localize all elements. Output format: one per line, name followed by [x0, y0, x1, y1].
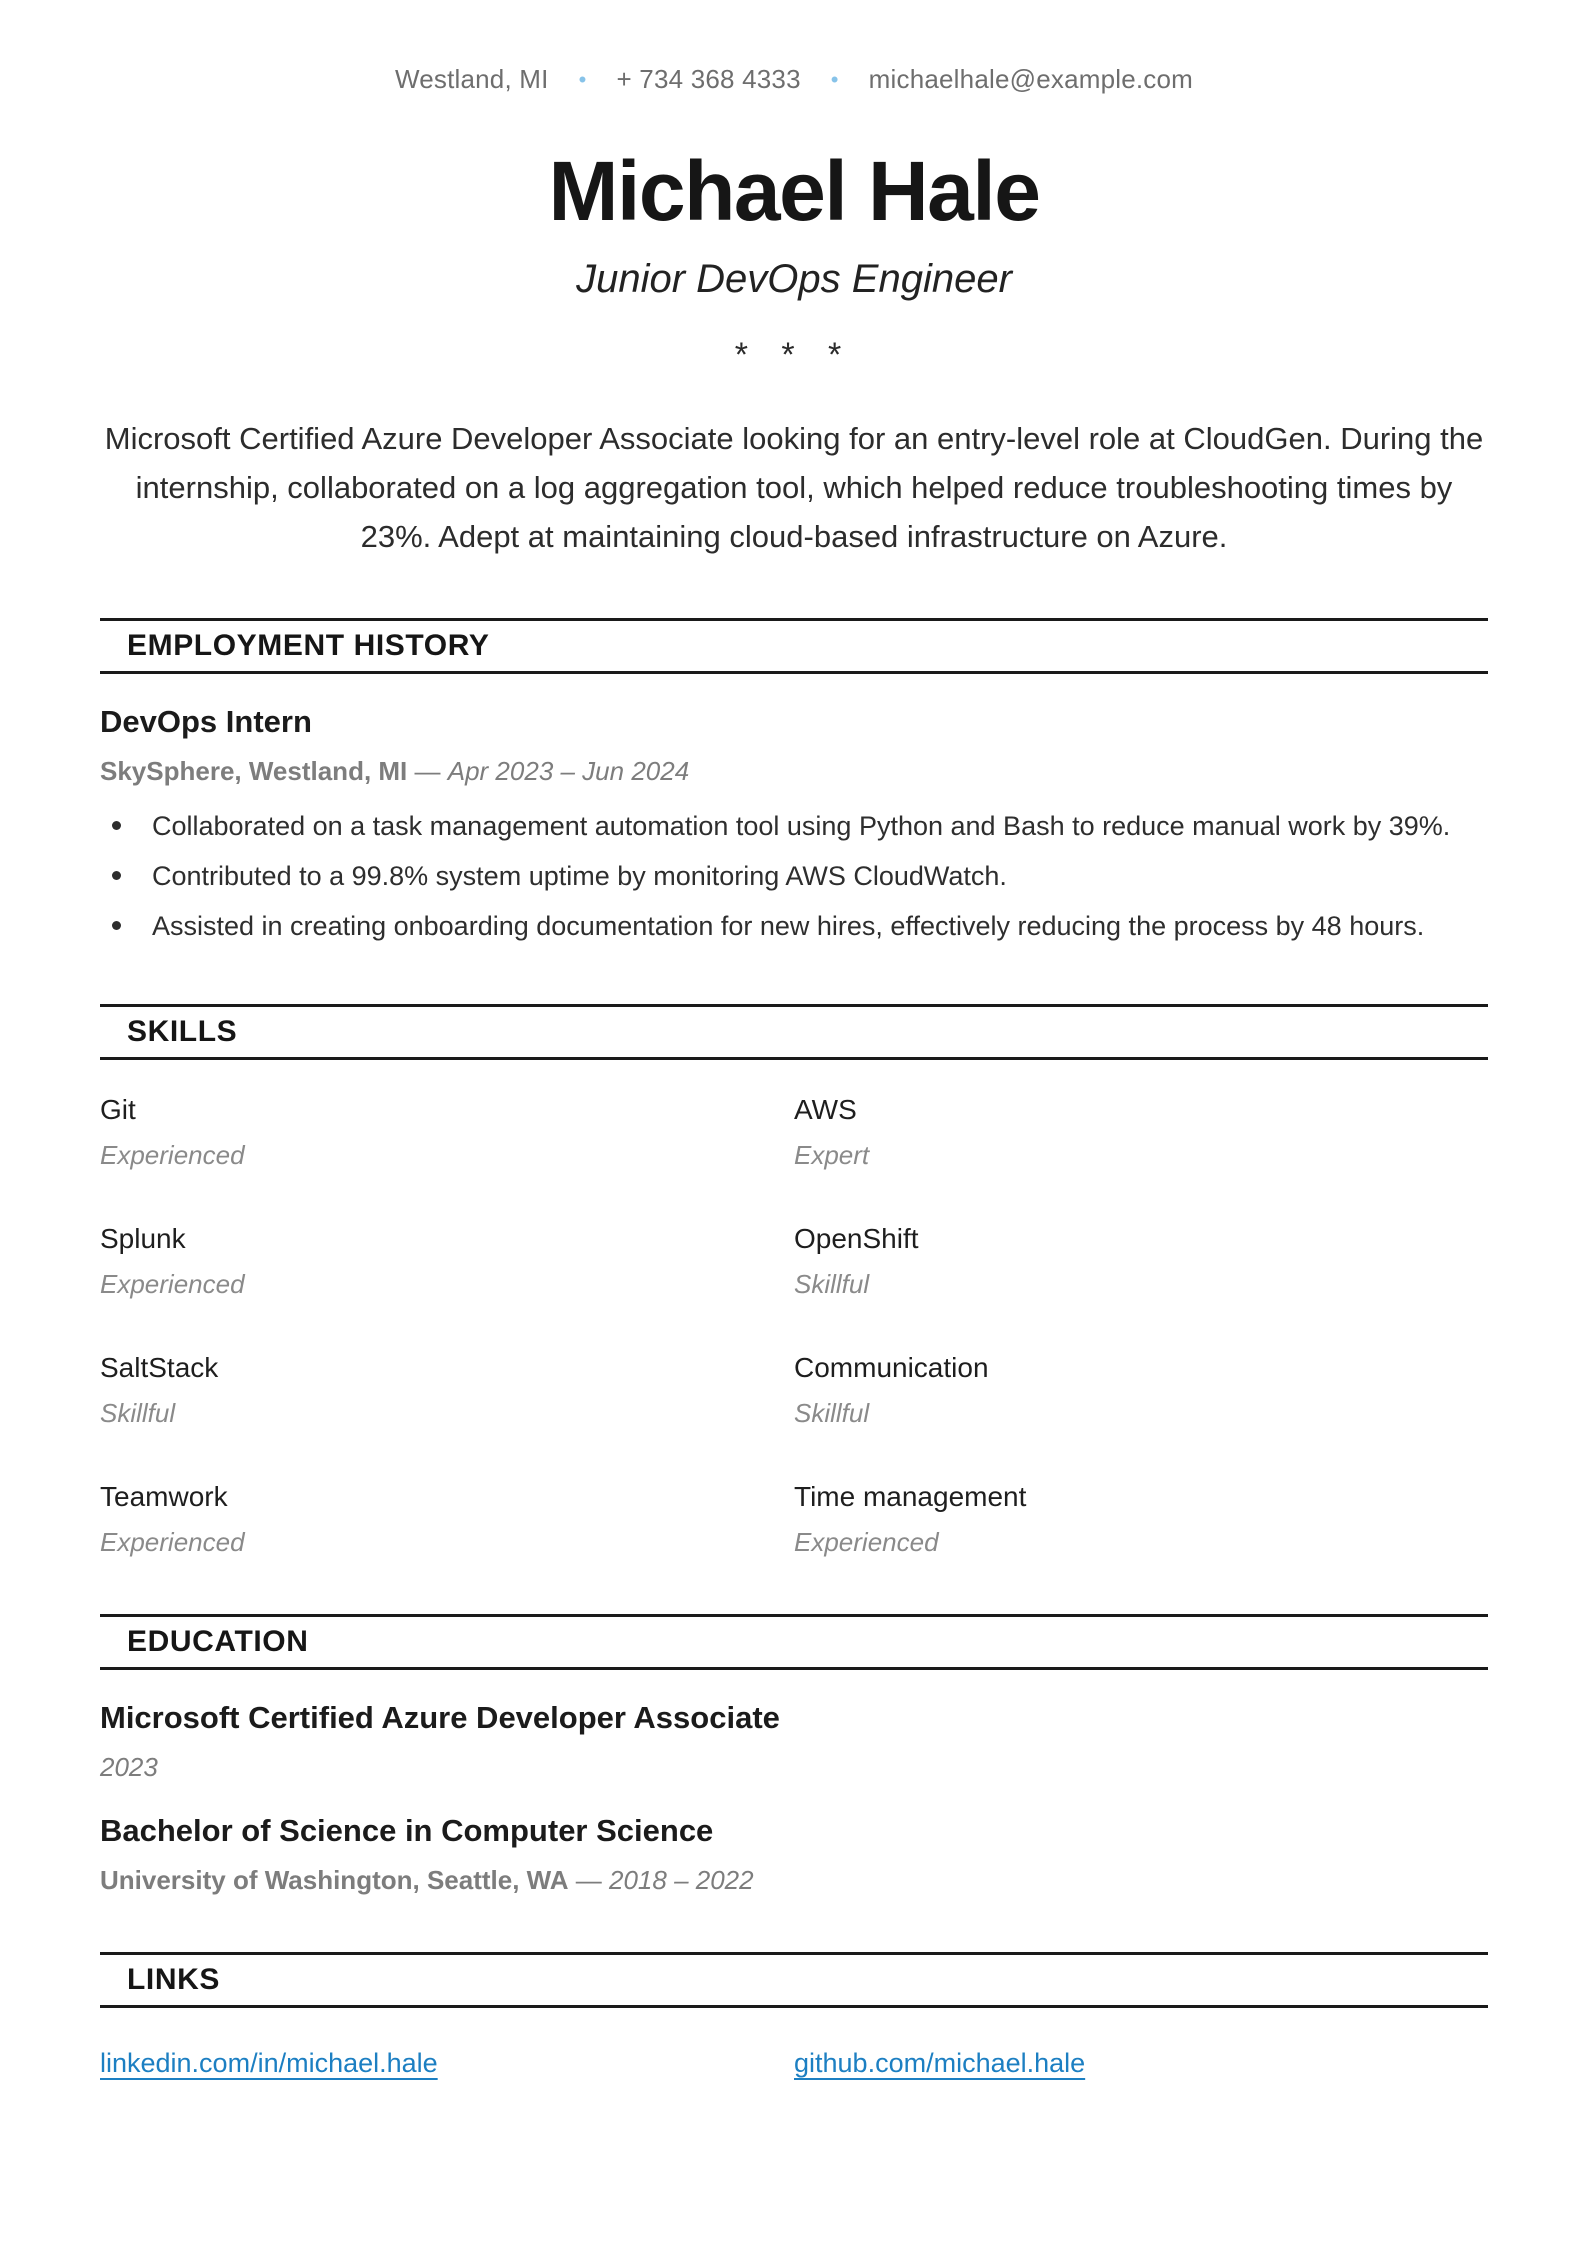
- education-meta: [100, 1752, 1488, 1783]
- bullet-dot-icon: [112, 921, 121, 930]
- separator-dot-icon: •: [578, 66, 587, 92]
- skill-item: [794, 1094, 1488, 1171]
- education-item: [100, 1813, 1488, 1896]
- section-links: [100, 1952, 1488, 2079]
- skill-item: [100, 1223, 794, 1300]
- section-education: [100, 1614, 1488, 1896]
- skill-level: Skillful: [794, 1398, 870, 1429]
- skill-item: [100, 1094, 794, 1171]
- skill-name: OpenShift: [794, 1223, 919, 1255]
- linkedin-link[interactable]: linkedin.com/in/michael.hale: [100, 2048, 438, 2079]
- job-meta: [100, 756, 1488, 787]
- skill-item: [100, 1481, 794, 1558]
- education-heading: EDUCATION: [100, 1614, 1488, 1670]
- separator-dot-icon: •: [830, 66, 839, 92]
- job-bullet-item: [100, 805, 1488, 849]
- job-dates: Apr 2023 – Jun 2024: [447, 756, 690, 787]
- job-bullet-text: Contributed to a 99.8% system uptime by monitoring AWS CloudWatch.: [152, 860, 1007, 891]
- skills-grid: [100, 1094, 1488, 1558]
- contact-location: Westland, MI: [394, 64, 549, 94]
- education-meta-dash: —: [575, 1865, 602, 1896]
- skill-name: Git: [100, 1094, 136, 1126]
- job-bullet-text: Assisted in creating onboarding documentation for new hires, effectively reducing the process by 48 hours.: [152, 910, 1425, 941]
- education-degree: Microsoft Certified Azure Developer Associate: [100, 1700, 780, 1736]
- skill-name: Teamwork: [100, 1481, 228, 1513]
- job-bullet-item: [100, 905, 1488, 949]
- skill-name: Communication: [794, 1352, 989, 1384]
- education-dates: 2023: [100, 1752, 158, 1783]
- skill-level: Experienced: [100, 1527, 245, 1558]
- skill-level: Skillful: [100, 1398, 176, 1429]
- skill-name: AWS: [794, 1094, 857, 1126]
- github-link[interactable]: github.com/michael.hale: [794, 2048, 1086, 2079]
- skill-name: SaltStack: [100, 1352, 219, 1384]
- links-grid: [100, 2048, 1488, 2079]
- bullet-dot-icon: [112, 871, 121, 880]
- job-title: DevOps Intern: [100, 704, 312, 740]
- skill-name: Splunk: [100, 1223, 186, 1255]
- asterisks-ornament-icon: * * *: [734, 336, 854, 375]
- section-employment-history: [100, 618, 1488, 948]
- job-bullet-item: [100, 855, 1488, 899]
- job-bullet-text: Collaborated on a task management automation tool using Python and Bash to reduce manual work by 39%.: [152, 811, 1451, 842]
- skills-heading: SKILLS: [100, 1004, 1488, 1060]
- contact-email: michaelhale@example.com: [868, 64, 1194, 94]
- section-skills: [100, 1004, 1488, 1558]
- education-dates: 2018 – 2022: [609, 1865, 754, 1896]
- job-bullet-list: [100, 805, 1488, 948]
- education-school: University of Washington, Seattle, WA: [100, 1865, 569, 1896]
- skill-level: Experienced: [794, 1527, 939, 1558]
- skill-name: Time management: [794, 1481, 1027, 1513]
- profile-summary: Microsoft Certified Azure Developer Associate looking for an entry-level role at CloudGen. During the internship, collaborated on a log aggregation tool, which helped reduce troubleshooting times by 23%. Adept at maintaining cloud-based infrastructure on Azure.: [104, 421, 1484, 555]
- education-item: [100, 1700, 1488, 1783]
- employment-history-heading: EMPLOYMENT HISTORY: [100, 618, 1488, 674]
- education-degree: Bachelor of Science in Computer Science: [100, 1813, 714, 1849]
- skill-level: Experienced: [100, 1269, 245, 1300]
- skill-item: [794, 1352, 1488, 1429]
- education-meta: [100, 1865, 1488, 1896]
- contact-bar: [100, 64, 1488, 95]
- skill-level: Experienced: [100, 1140, 245, 1171]
- person-job-title: Junior DevOps Engineer: [576, 257, 1012, 302]
- skill-item: [100, 1352, 794, 1429]
- person-name: Michael Hale: [548, 144, 1040, 238]
- bullet-dot-icon: [112, 821, 121, 830]
- job-meta-dash: —: [414, 756, 441, 787]
- contact-phone: + 734 368 4333: [616, 64, 801, 94]
- job-company-location: SkySphere, Westland, MI: [100, 756, 408, 787]
- skill-level: Expert: [794, 1140, 870, 1171]
- skill-level: Skillful: [794, 1269, 870, 1300]
- job-entry: [100, 704, 1488, 948]
- skill-item: [794, 1481, 1488, 1558]
- links-heading: LINKS: [100, 1952, 1488, 2008]
- skill-item: [794, 1223, 1488, 1300]
